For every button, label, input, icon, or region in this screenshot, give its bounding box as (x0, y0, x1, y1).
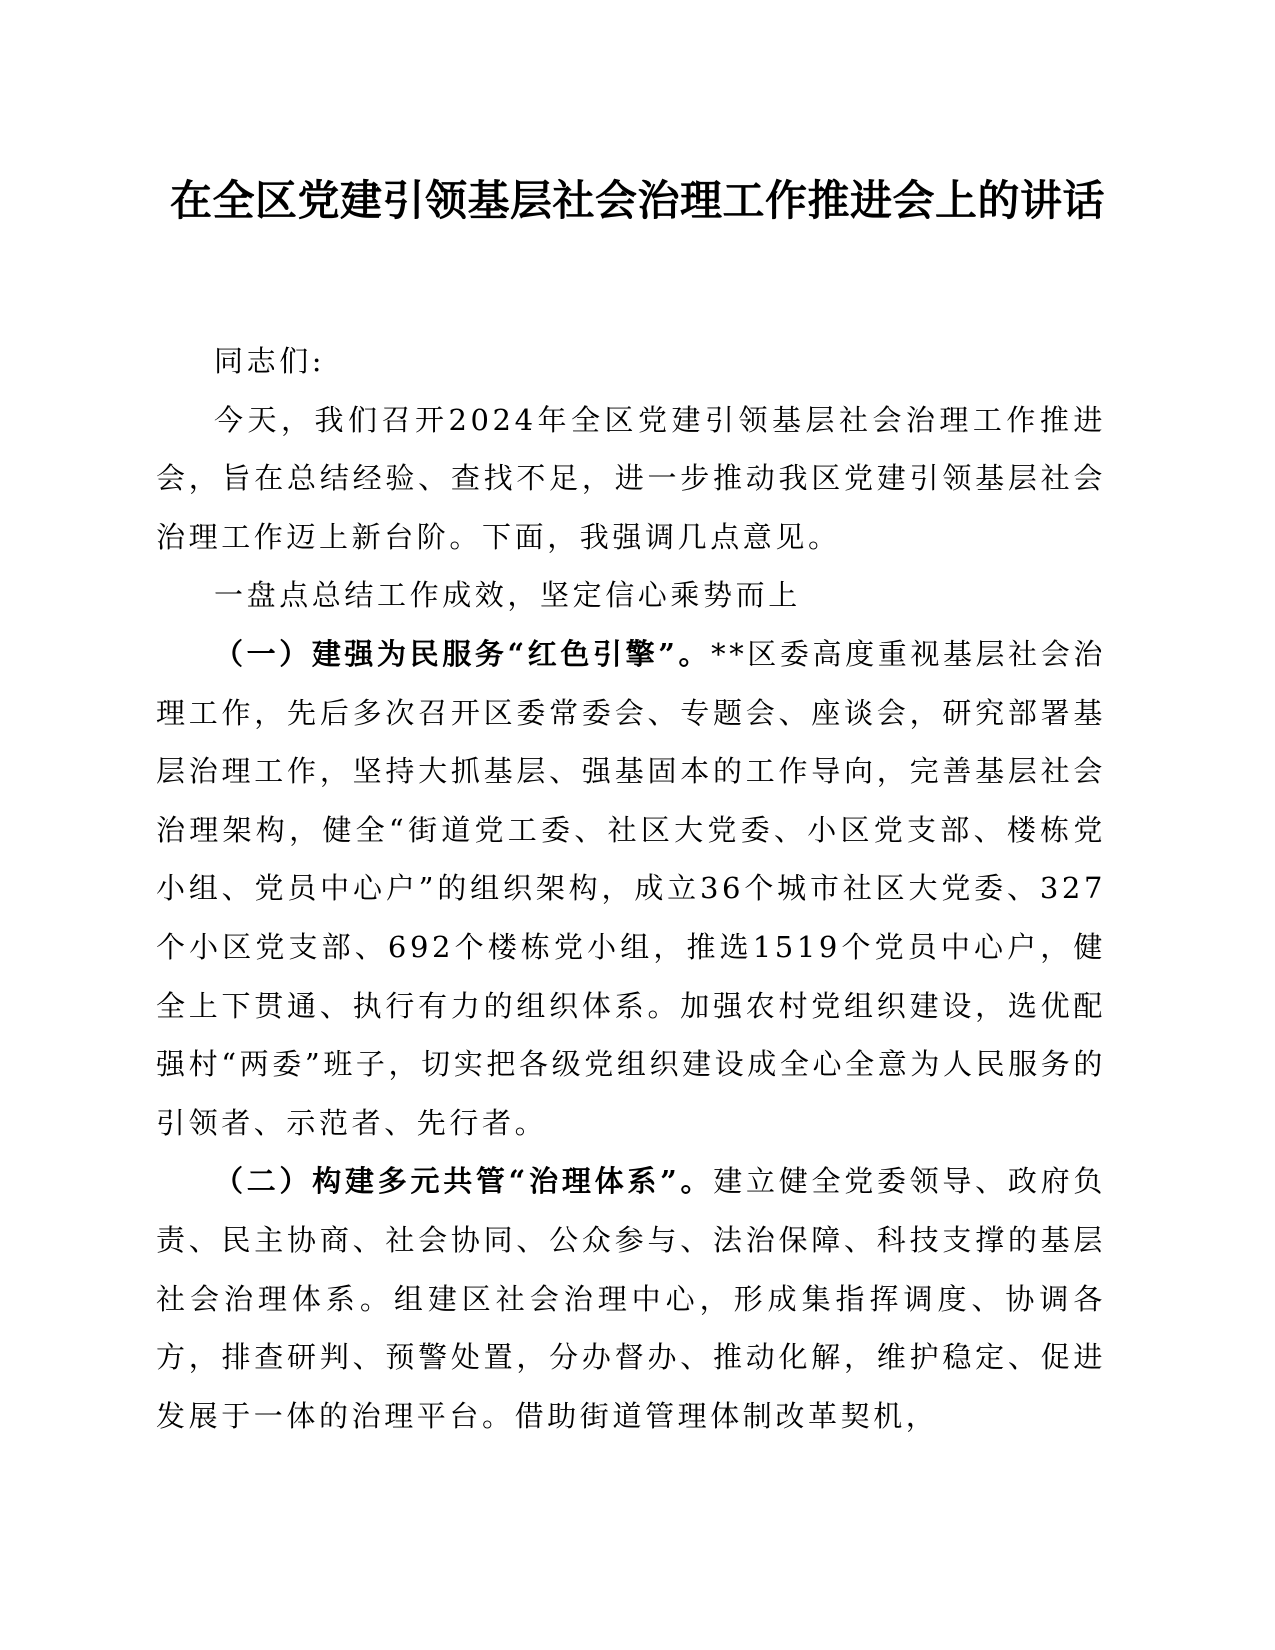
document-body (156, 332, 1106, 1445)
salutation: 同志们: (214, 344, 326, 378)
section-heading-1: 一盘点总结工作成效，坚定信心乘势而上 (214, 578, 801, 613)
item-body-1: **区委高度重视基层社会治理工作，先后多次召开区委常委会、专题会、座谈会，研究部署基层治理工作，坚持大抓基层、强基固本的工作导向，完善基层社会治理架构，健全“街道党工委、社区大党委、小区党支部、楼栋党小组、党员中心户”的组织架构，成立36个城市社区大党委、327个小区党支部、692个楼栋党小组，推选1519个党员中心户，健全上下贯通、执行有力的组织体系。加强农村党组织建设，选优配强村“两委”班子，切实把各级党组织建设成全心全意为人民服务的引领者、示范者、先行者。 (156, 636, 1106, 1140)
intro-paragraph: 今天，我们召开2024年全区党建引领基层社会治理工作推进会，旨在总结经验、查找不足，进一步推动我区党建引领基层社会治理工作迈上新台阶。下面，我强调几点意见。 (156, 402, 1106, 554)
item-paragraph-2 (156, 1152, 1106, 1445)
item-paragraph-1 (156, 625, 1106, 1152)
item-heading-2: （二）构建多元共管“治理体系”。 (214, 1164, 714, 1199)
item-body-2: 建立健全党委领导、政府负责、民主协商、社会协同、公众参与、法治保障、科技支撑的基层社会治理体系。组建区社会治理中心，形成集指挥调度、协调各方，排查研判、预警处置，分办督办、推动化解，维护稳定、促进发展于一体的治理平台。借助街道管理体制改革契机， (156, 1164, 1106, 1433)
item-heading-1: （一）建强为民服务“红色引擎”。 (214, 636, 712, 671)
document-title: 在全区党建引领基层社会治理工作推进会上的讲话 (169, 176, 1105, 225)
